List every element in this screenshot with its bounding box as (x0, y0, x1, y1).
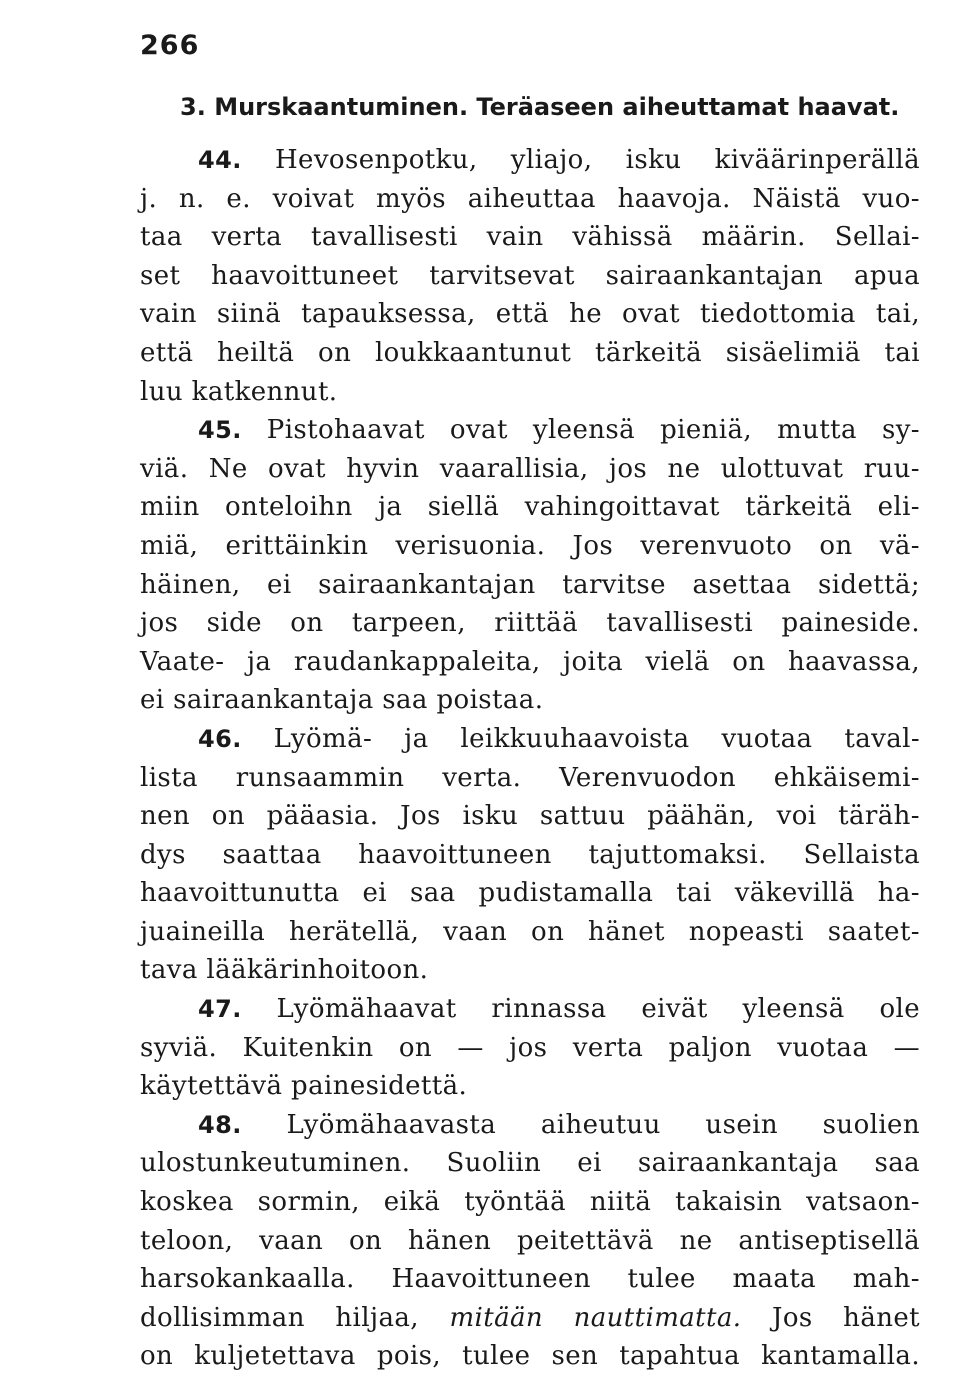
text-line: tava lääkärinhoitoon. (140, 955, 429, 986)
paragraph-number: 47. (198, 995, 242, 1024)
italic-emphasis: mitään nauttimatta. (449, 1302, 742, 1333)
paragraph-47-start (140, 990, 920, 1029)
text-line: miä, erittäinkin verisuonia. Jos verenvuoto on vä- (140, 530, 920, 561)
text-line: miin onteloihn ja siellä vahingoittavat tärkeitä eli- (140, 492, 920, 523)
text-segment: dollisimman hiljaa, (140, 1302, 419, 1333)
text-line: set haavoittuneet tarvitsevat sairaankantajan apua (140, 260, 920, 291)
text-line: vain siinä tapauksessa, että he ovat tiedottomia tai, (140, 299, 920, 330)
text-line: juaineilla herätellä, vaan on hänet nopeasti saatet- (140, 916, 920, 947)
text-line: ulostunkeutuminen. Suoliin ei sairaankantaja saa (140, 1148, 920, 1179)
text-segment: Jos hänet (772, 1302, 920, 1333)
text-line: häinen, ei sairaankantajan tarvitse asettaa sidettä; (140, 569, 920, 600)
text-line: jos side on tarpeen, riittää tavallisesti paineside. (140, 608, 920, 639)
paragraph-number: 44. (198, 146, 242, 174)
body-text (140, 141, 920, 1376)
section-title: Murskaantuminen. Teräaseen aiheuttamat haavat. (214, 93, 900, 121)
text-line: teloon, vaan on hänen peitettävä ne antiseptisellä (140, 1225, 920, 1256)
text-line: syviä. Kuitenkin on — jos verta paljon vuotaa — (140, 1032, 920, 1063)
paragraph-45-start (140, 411, 920, 450)
text-line-with-italic (140, 1299, 920, 1338)
paragraph-number: 45. (198, 416, 242, 445)
text-line: lista runsaammin verta. Verenvuodon ehkäisemi- (140, 762, 920, 793)
text-line: käytettävä painesidettä. (140, 1071, 468, 1102)
paragraph-46-start (140, 720, 920, 759)
text-line: Vaate- ja raudankappaleita, joita vielä on haavassa, (140, 646, 920, 677)
text-line: on kuljetettava pois, tulee sen tapahtua kantamalla. (140, 1341, 920, 1372)
text-line: Lyömähaavasta aiheutuu usein suolien (286, 1109, 920, 1140)
text-line: Lyömä- ja leikkuuhaavoista vuotaa taval- (273, 723, 920, 754)
text-line: Pistohaavat ovat yleensä pieniä, mutta sy- (266, 415, 920, 446)
page-number: 266 (140, 30, 200, 61)
text-line: koskea sormin, eikä työntää niitä takaisin vatsaon- (140, 1187, 920, 1218)
text-line: dys saattaa haavoittuneen tajuttomaksi. Sellaista (140, 839, 920, 870)
text-line: viä. Ne ovat hyvin vaarallisia, jos ne ulottuvat ruu- (140, 453, 920, 484)
paragraph-44-start (140, 141, 920, 180)
section-heading (180, 93, 899, 121)
paragraph-48-start (140, 1106, 920, 1145)
text-line: Lyömähaavat rinnassa eivät yleensä ole (276, 994, 921, 1025)
text-line: että heiltä on loukkaantunut tärkeitä sisäelimiä tai (140, 337, 920, 368)
section-number: 3. (180, 93, 206, 121)
paragraph-number: 46. (198, 724, 242, 753)
text-line: nen on pääasia. Jos isku sattuu päähän, voi täräh- (140, 801, 920, 832)
text-line: taa verta tavallisesti vain vähissä määrin. Sellai- (140, 222, 920, 253)
text-line: harsokankaalla. Haavoittuneen tulee maata mah- (140, 1264, 920, 1295)
text-line: ei sairaankantaja saa poistaa. (140, 685, 544, 716)
paragraph-number: 48. (198, 1110, 242, 1139)
text-line: luu katkennut. (140, 376, 338, 407)
text-line: Hevosenpotku, yliajo, isku kiväärinperällä (274, 145, 920, 175)
text-line: j. n. e. voivat myös aiheuttaa haavoja. Näistä vuo- (140, 183, 920, 214)
text-line: haavoittunutta ei saa pudistamalla tai väkevillä ha- (140, 878, 920, 909)
